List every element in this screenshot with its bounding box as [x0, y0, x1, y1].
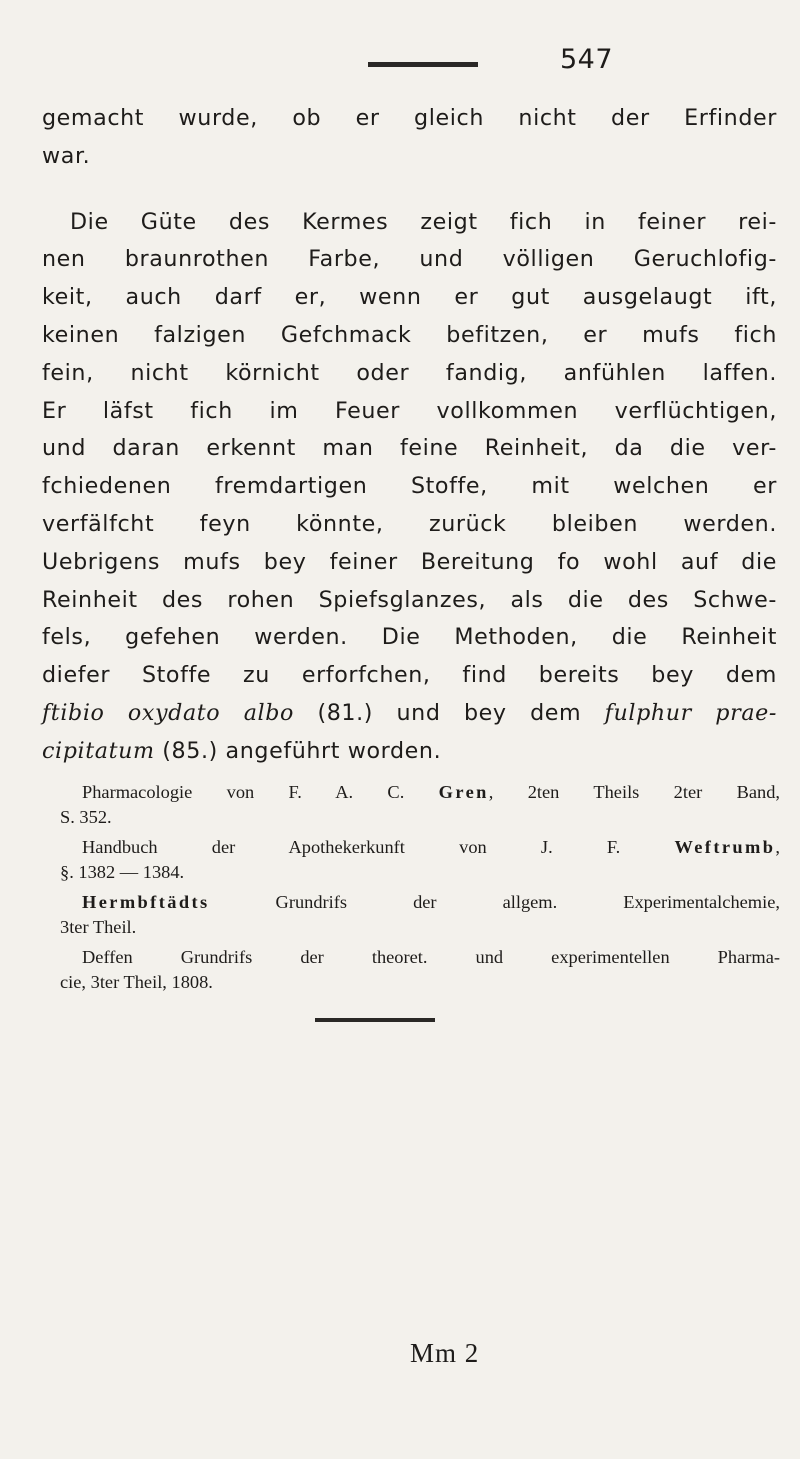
reference-line: Hermbftädts Grundrifs der allgem. Experimentalchemie,	[82, 892, 780, 912]
text-line-mixed	[42, 733, 777, 771]
text-line: gemacht wurde, ob er gleich nicht der Erfinder	[42, 105, 777, 131]
reference-list	[60, 780, 780, 1000]
reference-line: Deffen Grundrifs der theoret. und experimentellen Pharma-	[82, 947, 780, 967]
reference-line: Pharmacologie von F. A. C. Gren, 2ten Theils 2ter Band,	[82, 782, 781, 802]
reference-item	[60, 780, 780, 830]
text-line: fels, gefehen werden. Die Methoden, die Reinheit	[42, 624, 777, 651]
latin-term: cipitatum	[42, 737, 155, 764]
text-line: keit, auch darf er, wenn er gut ausgelaugt ift,	[42, 284, 777, 311]
reference-item	[60, 890, 780, 940]
reference-continuation: S. 352.	[60, 807, 112, 827]
text-fragment: (85.) angeführt worden.	[154, 737, 442, 764]
text-line: und daran erkennt man feine Reinheit, da die ver-	[42, 435, 777, 462]
footer-rule	[315, 1018, 435, 1022]
reference-line: Handbuch der Apothekerkunft von J. F. Weftrumb,	[82, 837, 780, 857]
text-line: keinen falzigen Gefchmack befitzen, er mufs fich	[42, 321, 777, 348]
signature-mark: Mm 2	[410, 1338, 480, 1368]
page-number: 547	[560, 44, 614, 75]
latin-term: ftibio oxydato albo	[42, 699, 294, 726]
header-rule	[368, 62, 478, 67]
reference-continuation: cie, 3ter Theil, 1808.	[60, 972, 213, 992]
text-line: Er läfst fich im Feuer vollkommen verflüchtigen,	[42, 397, 777, 424]
main-text	[42, 100, 777, 771]
text-line: nen braunrothen Farbe, und völligen Geruchlofig-	[42, 246, 777, 273]
text-line: fchiedenen fremdartigen Stoffe, mit welchen er	[42, 473, 777, 500]
reference-continuation: §. 1382 — 1384.	[60, 862, 185, 882]
latin-term: fulphur prae-	[604, 699, 777, 726]
reference-item	[60, 835, 780, 885]
reference-item	[60, 945, 780, 995]
text-line: diefer Stoffe zu erforfchen, find bereits bey dem	[42, 662, 777, 689]
reference-continuation: 3ter Theil.	[60, 917, 137, 937]
text-line: war.	[42, 142, 91, 169]
text-line: fein, nicht körnicht oder fandig, anfühlen laffen.	[42, 359, 777, 386]
text-line: Uebrigens mufs bey feiner Bereitung fo wohl auf die	[42, 548, 777, 575]
text-line: Die Güte des Kermes zeigt fich in feiner rei-	[70, 208, 777, 235]
text-line: Reinheit des rohen Spiefsglanzes, als die des Schwe-	[42, 586, 777, 613]
text-line: verfälfcht feyn könnte, zurück bleiben werden.	[42, 510, 777, 537]
text-fragment: (81.) und bey dem	[293, 699, 605, 726]
text-line-mixed	[42, 695, 777, 733]
